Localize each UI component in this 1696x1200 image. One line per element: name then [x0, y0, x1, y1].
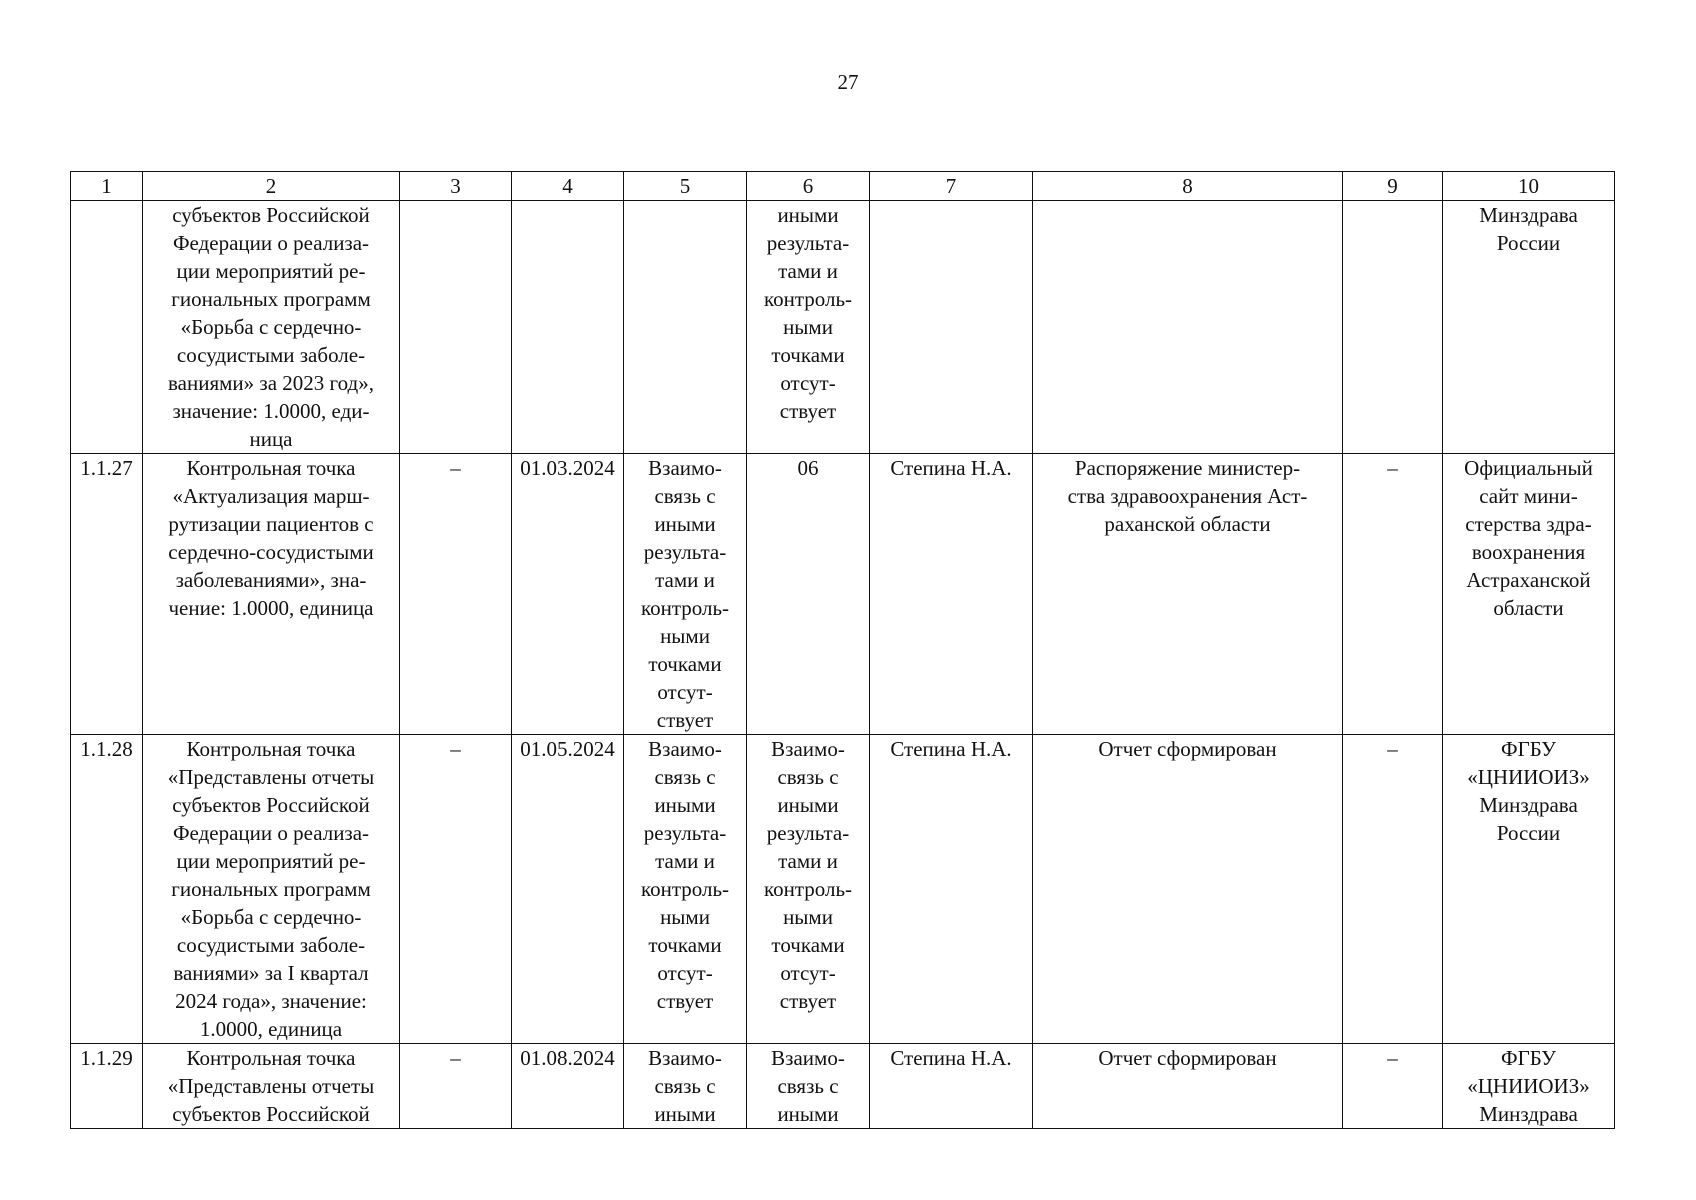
cell-source: ФГБУ «ЦНИИОИЗ» Минздрава России [1443, 735, 1615, 1044]
cell-name: Контрольная точка «Актуализация марш- рутизации пациентов с сердечно-сосудистыми заболеваниями», зна- чение: 1.0000, единица [143, 454, 400, 735]
cell-date: 01.03.2024 [512, 454, 624, 735]
table-row [71, 201, 1615, 454]
cell-col5: Взаимо- связь с иными результа- тами и контроль- ными точками отсут- ствует [624, 735, 747, 1044]
column-header: 5 [624, 172, 747, 201]
cell-responsible: Степина Н.А. [870, 735, 1033, 1044]
cell-source: Минздрава России [1443, 201, 1615, 454]
table-row [71, 735, 1615, 1044]
column-header: 3 [400, 172, 512, 201]
column-header: 1 [71, 172, 143, 201]
cell-date [512, 201, 624, 454]
cell-name: Контрольная точка «Представлены отчеты субъектов Российской [143, 1044, 400, 1129]
table-row [71, 454, 1615, 735]
cell-col3: – [400, 454, 512, 735]
cell-col5 [624, 201, 747, 454]
cell-document: Отчет сформирован [1033, 1044, 1343, 1129]
cell-number [71, 201, 143, 454]
table-row [71, 1044, 1615, 1129]
cell-col6: иными результа- тами и контроль- ными точками отсут- ствует [747, 201, 870, 454]
cell-responsible: Степина Н.А. [870, 454, 1033, 735]
cell-document: Отчет сформирован [1033, 735, 1343, 1044]
cell-date: 01.08.2024 [512, 1044, 624, 1129]
cell-col9: – [1343, 1044, 1443, 1129]
column-header: 6 [747, 172, 870, 201]
cell-col6: Взаимо- связь с иными [747, 1044, 870, 1129]
header-row [71, 172, 1615, 201]
cell-col6: Взаимо- связь с иными результа- тами и контроль- ными точками отсут- ствует [747, 735, 870, 1044]
cell-source: ФГБУ «ЦНИИОИЗ» Минздрава [1443, 1044, 1615, 1129]
cell-col3: – [400, 735, 512, 1044]
cell-responsible: Степина Н.А. [870, 1044, 1033, 1129]
column-header: 9 [1343, 172, 1443, 201]
column-header: 7 [870, 172, 1033, 201]
cell-document [1033, 201, 1343, 454]
cell-source: Официальный сайт мини- стерства здра- воохранения Астраханской области [1443, 454, 1615, 735]
cell-name: субъектов Российской Федерации о реализа- ции мероприятий ре- гиональных программ «Борьба с сердечно- сосудистыми заболе- ваниями» за 2023 год», значение: 1.0000, еди- ница [143, 201, 400, 454]
cell-responsible [870, 201, 1033, 454]
cell-document: Распоряжение министер- ства здравоохранения Аст- раханской области [1033, 454, 1343, 735]
cell-date: 01.05.2024 [512, 735, 624, 1044]
cell-col6: 06 [747, 454, 870, 735]
column-header: 8 [1033, 172, 1343, 201]
cell-col9: – [1343, 735, 1443, 1044]
cell-col3 [400, 201, 512, 454]
cell-col5: Взаимо- связь с иными [624, 1044, 747, 1129]
cell-number: 1.1.29 [71, 1044, 143, 1129]
column-header: 10 [1443, 172, 1615, 201]
cell-col5: Взаимо- связь с иными результа- тами и контроль- ными точками отсут- ствует [624, 454, 747, 735]
cell-number: 1.1.27 [71, 454, 143, 735]
cell-name: Контрольная точка «Представлены отчеты субъектов Российской Федерации о реализа- ции мероприятий ре- гиональных программ «Борьба с сердечно- сосудистыми заболе- ваниями» за I квартал 2024 года», значение: 1.0000, единица [143, 735, 400, 1044]
cell-col3: – [400, 1044, 512, 1129]
control-points-table [70, 171, 1615, 1129]
page-number: 27 [837, 70, 859, 94]
cell-col9 [1343, 201, 1443, 454]
column-header: 2 [143, 172, 400, 201]
cell-number: 1.1.28 [71, 735, 143, 1044]
column-header: 4 [512, 172, 624, 201]
cell-col9: – [1343, 454, 1443, 735]
